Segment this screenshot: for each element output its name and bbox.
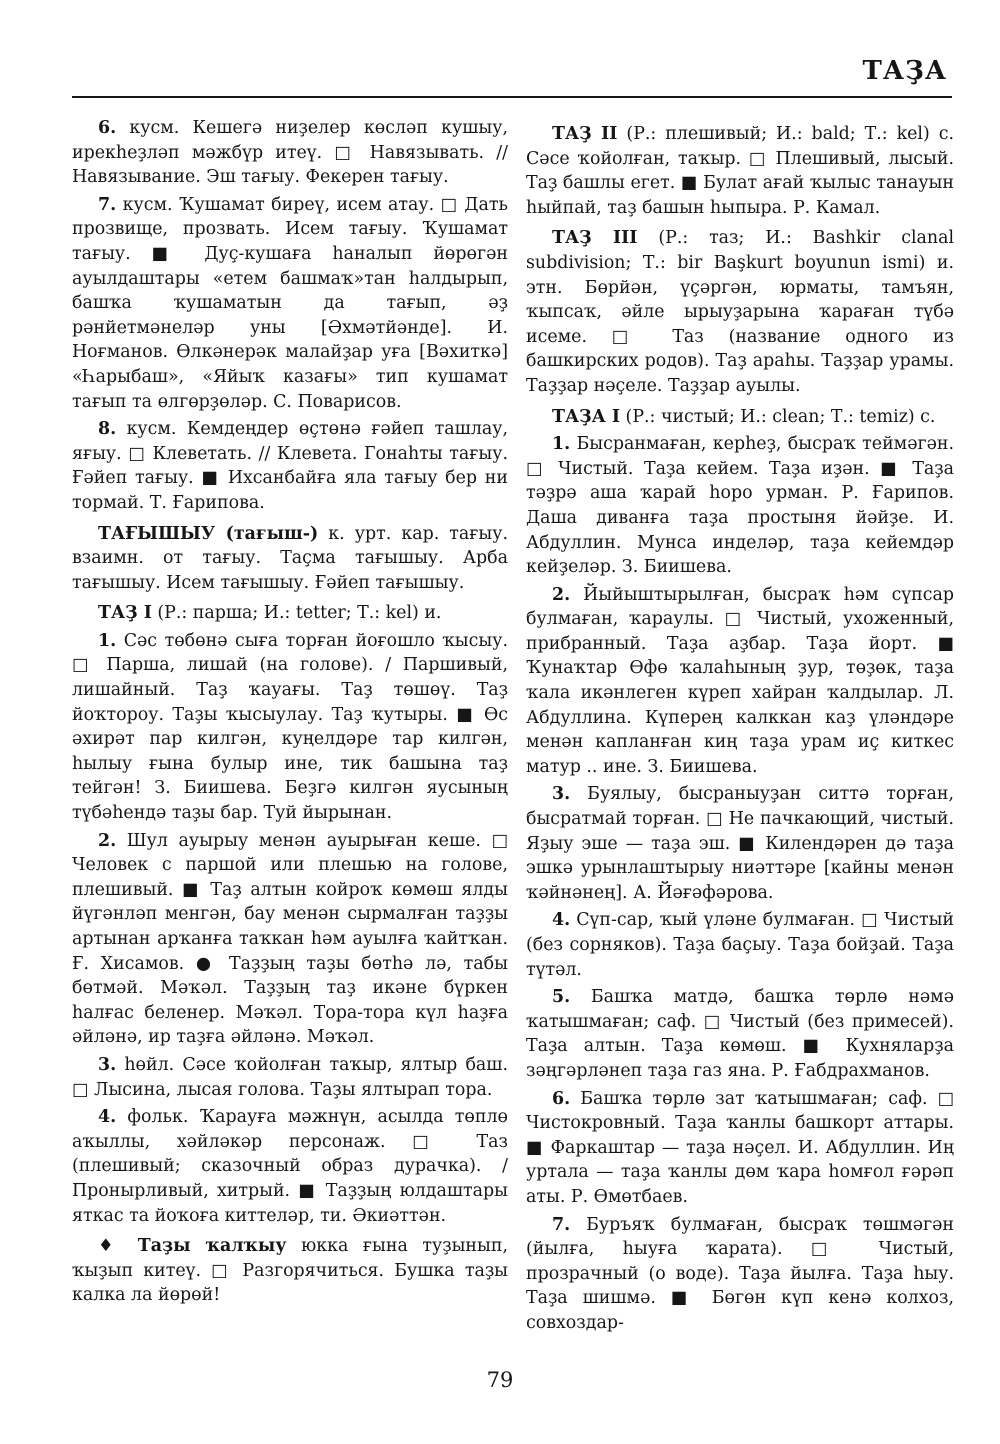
entry-text: фольк. Ҡарауға мәжнүн, асылда төплө аҡыллы, хәйләкәр персонаж. □ Таз (плешивый; сказочный образ дурачка). / Пронырливый, хитрый. ■ Таҙҙың юлдаштары яткас та йоҡоға киттеләр, ти. Әкиәттән. bbox=[72, 1107, 508, 1226]
dictionary-sense bbox=[72, 1053, 508, 1102]
dictionary-sense bbox=[72, 116, 508, 190]
headword: ТАҘ I bbox=[98, 603, 152, 624]
sense-number: 2. bbox=[98, 830, 117, 851]
entry-text: Буялыу, бысраныуҙан ситтә торған, бысратмай торған. □ Не пачкающий, чистый. Яҙыу эше — таҙа эш. ■ Килендәрен дә таҙа эшкә урынлаштырыу ниәттәре [кайны менән ҡәйнәнең]. А. Йәғәфәрова. bbox=[526, 784, 955, 903]
dictionary-headword-entry bbox=[526, 122, 954, 220]
dictionary-sense bbox=[526, 1087, 954, 1210]
dictionary-headword-entry bbox=[526, 226, 954, 398]
entry-text: (Р.: плешивый; И.: bald; Т.: kel) с. Сәсе ҡойолған, таҡыр. □ Плешивый, лысый. Таҙ башлы егет. ■ Булат ағай ҡылыс танауын һыйпай, таҙ башын һыпыра. Р. Камал. bbox=[526, 124, 954, 218]
dictionary-sense bbox=[72, 193, 508, 414]
dictionary-sense bbox=[526, 432, 954, 580]
dictionary-headword-entry bbox=[72, 1234, 508, 1308]
left-column bbox=[72, 116, 508, 1308]
headword: ТАҒЫШЫУ (тағыш-) bbox=[98, 523, 319, 544]
right-column bbox=[526, 116, 954, 1336]
dictionary-sense bbox=[526, 583, 954, 780]
entry-text: Буръяҡ булмаған, бысраҡ төшмәгән (йылға, һыуға ҡарата). □ Чистый, прозрачный (о воде). Таҙа йылға. Таҙа һыу. Таҙа шишмә. ■ Бөгөн күп кенә колхоз, совхоздар- bbox=[526, 1214, 954, 1333]
headword: ТАҘА I bbox=[552, 406, 621, 427]
entry-text: кусм. Ҡушамат биреү, исем атау. □ Дать прозвище, прозвать. Исем тағыу. Ҡушамат тағыу. ■ Дуҫ-кушаға һаналып йөрөгән ауылдаштары «етем башмаҡ»тан һалдырып, башҡа ҡушаматын да тағып, әҙ рәнйетмәнеләр уны [Әхмәтйәнде]. И. Ноғманов. Өлкәнерәк малайҙар уға [Вәхиткә] «Һарыбаш», «Яйыҡ казағы» тип кушамат тағып та өлгөрҙөләр. С. Поварисов. bbox=[72, 194, 509, 412]
dictionary-sense bbox=[72, 629, 508, 826]
dictionary-headword-entry bbox=[526, 405, 954, 430]
entry-text: Сәс төбөнә сыға торған йоғошло ҡысыу. □ Парша, лишай (на голове). / Паршивый, лишайный. Таҙ ҡауағы. Таҙ төшөү. Таҙ йоҡтороу. Таҙы ҡысыулау. Таҙ ҡутыры. ■ Өс әхирәт пар килгән, куңелдәре тар килгән, һылыу ғына булыр ине, тик башына таҙ тейгән! З. Биишева. Беҙгә килгән яусының түбәһендә таҙы бар. Туй йырынан. bbox=[72, 630, 508, 824]
entry-text: Шул ауырыу менән ауырыған кеше. □ Человек с паршой или плешью на голове, плешивый. ■ Таҙ алтын койроҡ көмөш ялды йүгәнләп менгән, бау менән сырмалған таҙҙы артынан арҡанға таҡкан һәм ауылға ҡайтҡан. Ғ. Хисамов. ● Таҙҙың таҙы бөтһә лә, табы бөтмәй. Мәҡәл. Таҙҙың таҙ икәне бүркен һалғас беленер. Мәҡәл. Тора-тора күл һаҙға әйләнә, ир таҙға әйләнә. Мәҡәл. bbox=[72, 830, 508, 1048]
entry-text: кусм. Кемдеңдер өҫтөнә ғәйеп ташлау, яғыу. □ Клеветать. // Клевета. Гонаһты тағыу. Ғәйеп тағыу. ■ Ихсанбайға яла тағыу бер ни тормай. Т. Ғарипова. bbox=[72, 419, 509, 513]
dictionary-headword-entry bbox=[72, 601, 508, 626]
dictionary-sense bbox=[526, 908, 954, 982]
entry-text: һөйл. Сәсе ҡойолған таҡыр, ялтыр баш. □ Лысина, лысая голова. Таҙы ялтырап тора. bbox=[72, 1054, 508, 1100]
entry-text: (Р.: таз; И.: Bashkir clanal subdivision; Т.: bir Başkurt boyunun ismi) и. этн. Бөрйән, үҫәргән, юрматы, тамъян, ҡыпсаҡ, әйле ырыуҙарына ҡараған түбә исеме. □ Таз (название одного из башкирских родов). Таҙ араһы. Таҙҙар урамы. Таҙҙар нәҫеле. Таҙҙар ауылы. bbox=[526, 228, 955, 396]
dictionary-headword-entry bbox=[72, 522, 508, 596]
entry-text: Башҡа төрлө зат ҡатышмаған; саф. □ Чистокровный. Таҙа ҡанлы башкорт аттары. ■ Фаркаштар — таҙа нәҫел. И. Абдуллин. Иң уртала — таҙа ҡанлы дөм ҡара һомғол ғәрәп аты. Р. Өмөтбаев. bbox=[526, 1088, 954, 1207]
entry-text: к. урт. кар. тағыу. взаимн. от тағыу. Таҫма тағышыу. Арба тағышыу. Исем тағышыу. Ғәйеп тағышыу. bbox=[72, 523, 508, 593]
dictionary-sense bbox=[72, 829, 508, 1050]
entry-text: Бысранмаған, керһеҙ, бысраҡ теймәгән. □ Чистый. Таҙа кейем. Таҙа иҙән. ■ Таҙа тәҙрә аша ҡарай һоро урман. Р. Ғарипов. Даша диванға таҙа простыня йәйҙе. И. Абдуллин. Мунса инделәр, таҙа кейемдәр кейҙеләр. З. Биишева. bbox=[526, 434, 955, 578]
sense-number: 7. bbox=[98, 194, 117, 215]
sense-number: 7. bbox=[552, 1214, 571, 1235]
sense-number: 6. bbox=[552, 1088, 571, 1109]
headword: ♦ Таҙы ҡалҡыу bbox=[98, 1236, 287, 1257]
entry-text: (Р.: чистый; И.: clean; Т.: temiz) с. bbox=[625, 406, 936, 427]
sense-number: 4. bbox=[552, 910, 571, 931]
dictionary-sense bbox=[72, 1105, 508, 1228]
entry-text: кусм. Кешегә ниҙелер көсләп кушыу, ирекһеҙләп мәжбүр итеү. □ Навязывать. // Навязывание. Эш тағыу. Фекерен тағыу. bbox=[72, 118, 508, 188]
sense-number: 1. bbox=[98, 630, 117, 651]
sense-number: 2. bbox=[552, 584, 571, 605]
dictionary-sense bbox=[526, 1213, 954, 1336]
entry-text: (Р.: парша; И.: tetter; Т.: kel) и. bbox=[157, 603, 442, 624]
sense-number: 4. bbox=[98, 1107, 117, 1128]
entry-text: юкка ғына туҙынып, ҡыҙып китеү. □ Разгорячиться. Бушка таҙы калка ла йөрөй! bbox=[72, 1236, 508, 1306]
running-head: ТАҘА bbox=[862, 56, 947, 86]
dictionary-sense bbox=[526, 985, 954, 1083]
dictionary-sense bbox=[526, 782, 954, 905]
dictionary-sense bbox=[72, 417, 508, 515]
sense-number: 5. bbox=[552, 987, 571, 1008]
header-rule bbox=[72, 96, 952, 98]
sense-number: 3. bbox=[552, 784, 571, 805]
sense-number: 3. bbox=[98, 1054, 117, 1075]
entry-text: Башҡа матдә, башҡа төрлө нәмә ҡатышмаған; саф. □ Чистый (без примесей). Таҙа алтын. Таҙа көмөш. ■ Кухняларҙа зәңгәрләнеп таҙа газ яна. Р. Ғабдрахманов. bbox=[526, 987, 954, 1081]
headword: ТАҘ II bbox=[552, 124, 618, 144]
sense-number: 8. bbox=[98, 419, 117, 440]
entry-text: Сүп-сар, ҡый үләне булмаған. □ Чистый (без сорняков). Таҙа баҫыу. Таҙа бойҙай. Таҙа түтәл. bbox=[526, 910, 955, 980]
headword: ТАҘ III bbox=[552, 228, 638, 249]
page-number: 79 bbox=[486, 1368, 514, 1392]
sense-number: 6. bbox=[98, 118, 117, 138]
sense-number: 1. bbox=[552, 434, 571, 455]
entry-text: Йыйыштырылған, бысраҡ һәм сүпсар булмаған, ҡараулы. □ Чистый, ухоженный, прибранный. Таҙа аҙбар. Таҙа йорт. ■ Ҡунаҡтар Өфө ҡалаһының ҙур, төҙөк, таҙа ҡала икәнлеген күреп хайран ҡалдылар. Л. Абдуллина. Күперең калккан каҙ үләндәре менән капланған киң таҙа урам иҫ киткес матур .. ине. З. Биишева. bbox=[526, 584, 954, 777]
